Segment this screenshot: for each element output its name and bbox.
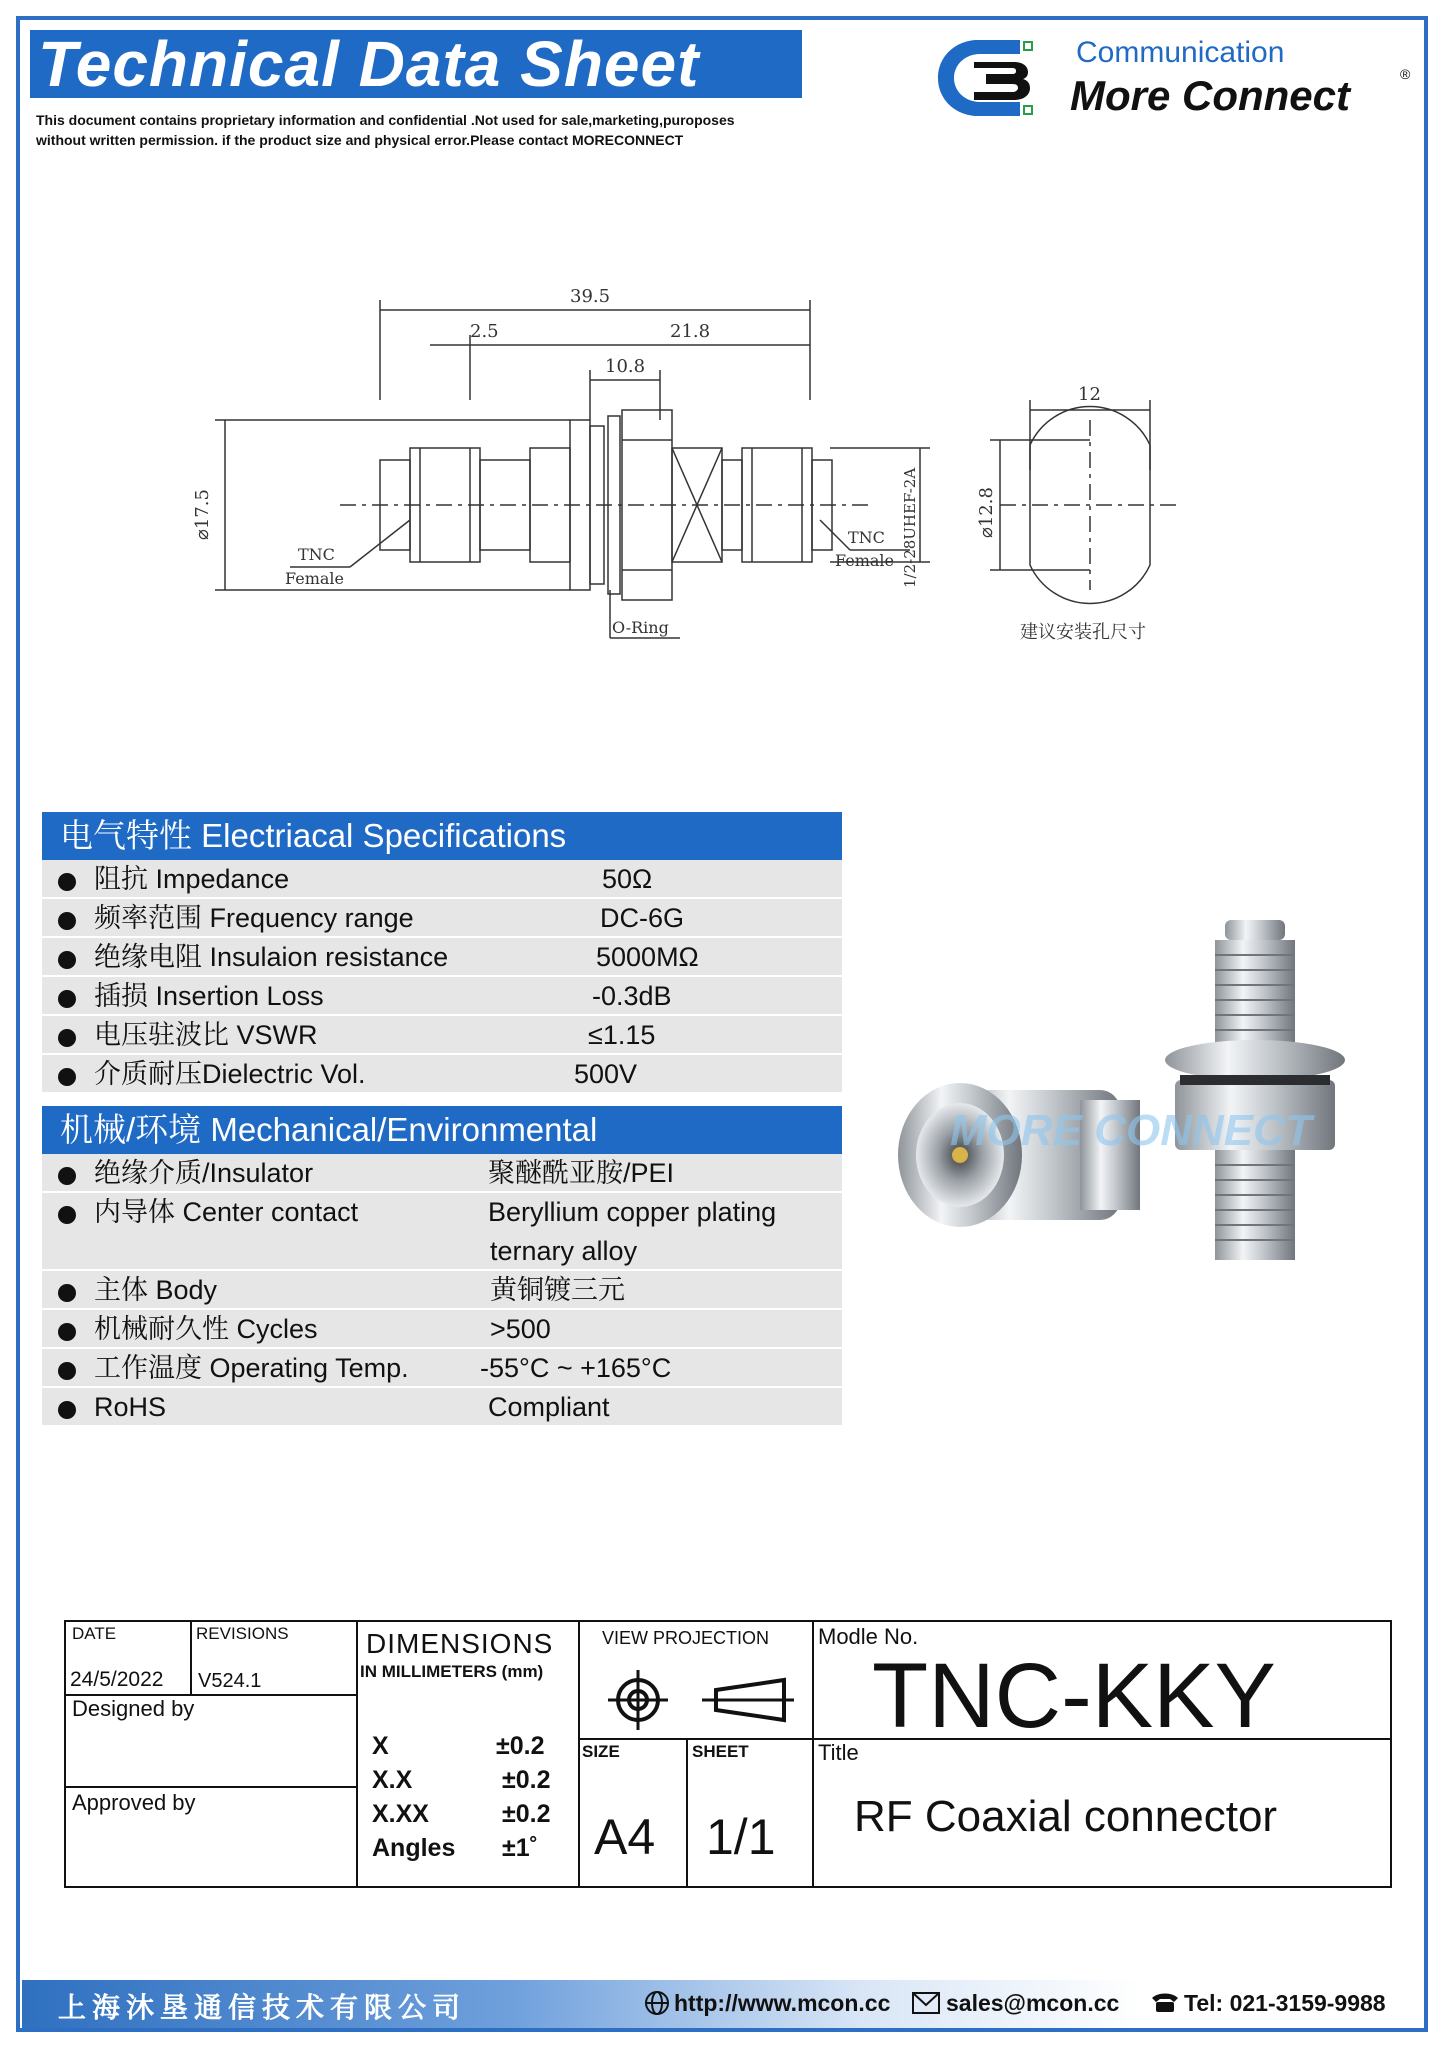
view-projection-label: VIEW PROJECTION [602,1628,770,1648]
dim-total: 39.5 [570,286,611,307]
dim-thread: 1/2-28UHEF-2A [901,467,919,588]
spec-value: 5000MΩ [596,942,699,972]
hole-diameter: ⌀12.8 [976,487,997,538]
globe-icon [644,1990,670,2016]
spec-label: 工作温度 Operating Temp. [94,1353,409,1383]
tolerance-key: X [372,1732,389,1760]
electrical-specs [42,812,842,1094]
spec-row [42,1193,842,1271]
disclaimer [36,110,836,150]
hole-caption: 建议安装孔尺寸 [1020,622,1146,643]
spec-value: 黄铜镀三元 [490,1275,625,1305]
bullet-icon [58,1167,76,1185]
tolerance-key: X.XX [372,1800,429,1828]
electrical-heading: 电气特性 Electriacal Specifications [42,812,842,860]
left-connector-gender: Female [285,569,344,588]
spec-value: ≤1.15 [588,1020,656,1050]
spec-row [42,977,842,1016]
technical-drawing [192,270,1210,670]
bullet-icon [58,1029,76,1047]
bullet-icon [58,1362,76,1380]
tolerance-key: X.X [372,1766,413,1794]
bullet-icon [58,1323,76,1341]
website-link[interactable]: http://www.mcon.cc [674,1990,891,2016]
tolerance-value: ±0.2 [502,1766,551,1794]
spec-label: 电压驻波比 VSWR [94,1020,318,1050]
tolerance-value: ±1˚ [502,1834,538,1862]
size-label: SIZE [582,1742,620,1761]
phone-icon [1150,1990,1180,2014]
spec-label: 主体 Body [94,1275,218,1305]
brand-tagline: Communication [1076,36,1285,69]
bullet-icon [58,951,76,969]
size-value: A4 [594,1809,656,1865]
email-link[interactable]: sales@mcon.cc [946,1990,1120,2016]
date-label: DATE [72,1624,117,1643]
projection-icon [606,1670,806,1730]
dim-diameter: ⌀17.5 [192,489,213,540]
spec-row [42,1310,842,1349]
oring-label: O-Ring [612,618,669,637]
bullet-icon [58,990,76,1008]
product-photo [890,900,1370,1290]
spec-label: 频率范围 Frequency range [94,903,414,933]
spec-value: DC-6G [600,903,685,933]
tolerance-value: ±0.2 [502,1800,551,1828]
page-title: Technical Data Sheet [30,30,802,98]
spec-value: -55°C ~ +165°C [480,1353,672,1383]
title-block [64,1620,1392,1888]
phone-number: Tel: 021-3159-9988 [1184,1990,1386,2016]
spec-row [42,1016,842,1055]
sheet-label: SHEET [692,1742,749,1761]
brand-name: More Connect [1070,72,1351,119]
spec-label: 插损 Insertion Loss [94,981,324,1011]
title-label: Title [818,1740,859,1765]
bullet-icon [58,1068,76,1086]
spec-label: 绝缘介质/Insulator [94,1158,314,1188]
spec-label: 绝缘电阻 Insulaion resistance [94,942,449,972]
model-number: TNC-KKY [872,1645,1276,1747]
spec-label: 介质耐压Dielectric Vol. [94,1059,366,1089]
bullet-icon [58,1284,76,1302]
approved-by-label: Approved by [72,1790,196,1815]
email-icon [912,1992,940,2014]
brand-logo-icon [928,34,1038,122]
tolerance-value: ±0.2 [496,1732,545,1760]
spec-row [42,1349,842,1388]
spec-row [42,1388,842,1427]
right-connector-type: TNC [848,528,885,547]
spec-value: Beryllium copper plating [488,1197,777,1227]
mechanical-heading: 机械/环境 Mechanical/Environmental [42,1106,842,1154]
spec-row [42,1271,842,1310]
mechanical-specs [42,1106,842,1427]
spec-value: 50Ω [602,864,653,894]
designed-by-label: Designed by [72,1696,195,1721]
spec-row [42,938,842,977]
registered-mark: ® [1400,66,1411,82]
spec-value: 聚醚酰亚胺/PEI [488,1158,675,1188]
product-title: RF Coaxial connector [854,1792,1278,1841]
disclaimer-line-1: This document contains proprietary information and confidential .Not used for sale,marketing,puroposes [36,112,735,128]
left-connector-type: TNC [298,545,335,564]
revisions-label: REVISIONS [196,1624,289,1643]
units-label: IN MILLIMETERS (mm) [360,1662,544,1681]
spec-value: -0.3dB [592,981,672,1011]
model-label: Modle No. [818,1624,919,1649]
bullet-icon [58,1206,76,1224]
dim-left: 2.5 [470,321,499,342]
spec-row [42,1055,842,1094]
bullet-icon [58,873,76,891]
spec-value: >500 [490,1314,551,1344]
date-value: 24/5/2022 [70,1668,164,1691]
spec-value: Compliant [488,1392,610,1422]
tolerance-key: Angles [372,1834,456,1862]
bullet-icon [58,912,76,930]
bullet-icon [58,1401,76,1419]
spec-label: 阻抗 Impedance [94,864,290,894]
spec-label: RoHS [94,1392,167,1422]
spec-row [42,899,842,938]
hole-width: 12 [1078,384,1101,405]
footer-bar [22,1980,1422,2028]
spec-value: 500V [574,1059,638,1089]
spec-value-cont: ternary alloy [490,1236,638,1266]
dim-mid: 10.8 [605,356,646,377]
spec-row [42,1154,842,1193]
spec-label: 内导体 Center contact [94,1197,359,1227]
dimensions-label: DIMENSIONS [366,1628,554,1659]
right-connector-gender: Female [835,551,894,570]
spec-row [42,860,842,899]
company-name: 上海沐垦通信技术有限公司 [58,1991,467,2024]
disclaimer-line-2: without written permission. if the product size and physical error.Please contact MORECONNECT [36,132,684,148]
sheet-value: 1/1 [706,1809,776,1865]
spec-label: 机械耐久性 Cycles [94,1314,318,1344]
photo-watermark: MORE CONNECT [950,1106,1312,1155]
revision-value: V524.1 [198,1670,262,1692]
dim-right: 21.8 [670,321,711,342]
